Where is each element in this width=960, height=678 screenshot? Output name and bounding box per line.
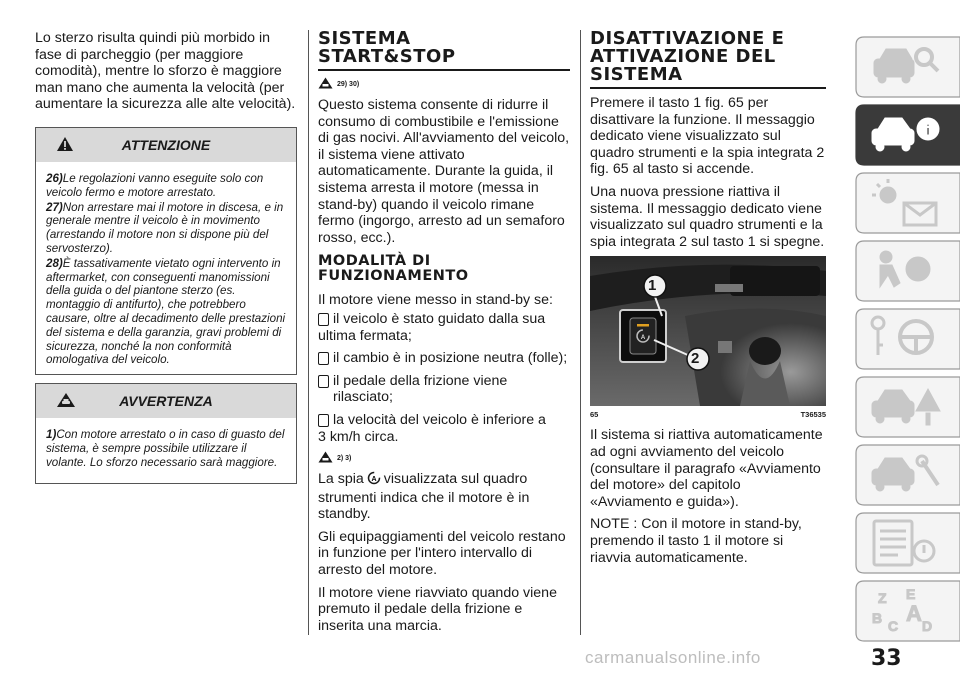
bullet-item: il cambio è in posizione neutra (folle); <box>318 350 570 367</box>
notice-header <box>36 384 296 418</box>
middle-column <box>318 30 570 640</box>
chapter-tab[interactable] <box>854 170 960 236</box>
chapter-index-sidebar <box>854 0 960 678</box>
svg-text:i: i <box>925 122 931 139</box>
callout-2: 2 <box>691 350 700 368</box>
checkbox-bullet-icon <box>318 352 329 365</box>
chapter-tab[interactable] <box>854 306 960 372</box>
chapter-tab[interactable] <box>854 374 960 440</box>
notice-item: 1)Con motore arrestato o in caso di guasto del sistema, è sempre possibile utilizzare il volante. Lo sforzo necessario sarà maggiore. <box>46 428 285 469</box>
warning-item: 27)Non arrestare mai il motore in discesa, e in generale mentre il veicolo è in movimento (arrestando il motore non si dispone più del servosterzo). <box>46 200 284 255</box>
warning-item: 26)Le regolazioni vanno eseguite solo con veicolo fermo e motore arrestato. <box>46 171 264 199</box>
page-number: 33 <box>871 646 902 671</box>
left-column <box>35 30 297 484</box>
figure-code: T36535 <box>800 410 826 420</box>
car-notice-icon <box>318 451 333 465</box>
svg-text:A: A <box>640 335 646 342</box>
warning-header <box>36 128 296 162</box>
chapter-tab[interactable] <box>854 102 960 168</box>
checkbox-bullet-icon <box>318 375 329 388</box>
heading-rule <box>318 69 570 71</box>
chapter-tab[interactable] <box>854 442 960 508</box>
paragraph: La spia A visualizzata sul quadro strumenti indica che il motore è in standby. <box>318 471 530 523</box>
warning-title: ATTENZIONE <box>121 136 211 153</box>
paragraph: Una nuova pressione riattiva il sistema. Il messaggio dedicato viene visualizzato sul quadro strumenti e la spia integrata 2 sul tasto 1 si spegne. <box>590 183 825 250</box>
warning-item: 28)È tassativamente vietato ogni intervento in aftermarket, con conseguenti manomissioni della guida o del piantone sterzo (es. montaggio di antifurto), che potrebbero causare, oltre al decadimento delle prestazioni del sistema e della garanzia, gravi problemi di sicurezza, nonché la non conformità omologativa del veicolo. <box>46 256 286 367</box>
subheading: MODALITÀ DI FUNZIONAMENTO <box>318 253 469 285</box>
bullet-item: la velocità del veicolo è inferiore a <box>318 412 570 429</box>
checkbox-bullet-icon <box>318 414 329 427</box>
figure-caption <box>590 410 826 419</box>
warning-triangle-icon <box>56 136 74 157</box>
bullet-continuation: 3 km/h circa. <box>318 428 399 445</box>
bullet-continuation: ultima fermata; <box>318 327 412 344</box>
svg-text:A: A <box>371 476 377 484</box>
figure-number: 65 <box>590 410 599 420</box>
intro-paragraph: Questo sistema consente di ridurre il consumo di combustibile e l'emissione di gas nocivi. All'avviamento del veicolo, il sistema viene attivato automaticamente. Durante la guida, il sistema arresta il motore (messa in stand-by) quando il veicolo rimane fermo (ingorgo, arresto ad un semaforo rosso, ecc.). <box>318 97 570 246</box>
svg-text:B: B <box>872 610 883 626</box>
start-stop-warning-light-icon <box>367 471 381 490</box>
dashboard-figure <box>590 256 826 406</box>
paragraph: NOTE : Con il motore in stand-by, premendo il tasto 1 il motore si riavvia automaticamente. <box>590 516 802 566</box>
dashboard-photo <box>590 256 826 406</box>
watermark: carmanualsonline.info <box>585 648 761 667</box>
warning-box <box>35 127 297 375</box>
warning-body <box>36 162 296 374</box>
refs-note: 29) 30) <box>318 77 570 91</box>
notice-title: AVVERTENZA <box>119 393 213 410</box>
chapter-tab[interactable] <box>854 510 960 576</box>
heading-rule <box>590 87 826 89</box>
intro-paragraph: Lo sterzo risulta quindi più morbido in fase di parcheggio (per maggiore comodità), mentre lo sforzo è maggiore man mano che aumenta la velocità (per aumentare la sicurezza alle alte velocità). <box>35 30 296 113</box>
paragraph: Premere il tasto 1 fig. 65 per disattivare la funzione. Il messaggio dedicato viene visualizzato sul quadro strumenti e la spia integrata 2 fig. 65 al tasto si accende. <box>590 95 825 178</box>
car-notice-icon <box>56 392 76 413</box>
paragraph: Gli equipaggiamenti del veicolo restano in funzione per l'intero intervallo di arresto del motore. <box>318 528 566 579</box>
car-notice-icon <box>318 77 333 91</box>
notice-box <box>35 383 297 483</box>
svg-text:D: D <box>922 618 933 634</box>
bullet-item: il pedale della frizione viene rilasciato; <box>318 373 570 406</box>
svg-text:A: A <box>906 601 922 626</box>
notice-body <box>36 418 296 482</box>
svg-text:E: E <box>906 586 916 602</box>
section-heading: SISTEMA START&STOP <box>318 28 456 67</box>
checkbox-bullet-icon <box>318 313 329 326</box>
svg-text:C: C <box>888 618 899 634</box>
column-divider <box>308 30 309 635</box>
refs-note: 2) 3) <box>318 451 570 465</box>
paragraph: Il sistema si riattiva automaticamente ad ogni avviamento del veicolo (consultare il paragrafo «Avviamento del motore» del capitolo «Avviamento e guida»). <box>590 427 823 510</box>
paragraph: Il motore viene messo in stand-by se: <box>318 292 553 309</box>
column-divider <box>580 30 581 635</box>
bullet-item: il veicolo è stato guidato dalla sua <box>318 311 570 328</box>
chapter-tab[interactable] <box>854 578 960 644</box>
paragraph: Il motore viene riavviato quando viene premuto il pedale della frizione e inserita una marcia. <box>318 584 557 634</box>
svg-text:Z: Z <box>878 590 887 606</box>
right-column <box>590 30 826 572</box>
chapter-tab[interactable] <box>854 238 960 304</box>
chapter-tab[interactable] <box>854 34 960 100</box>
callout-1: 1 <box>648 277 657 295</box>
section-heading: DISATTIVAZIONE E ATTIVAZIONE DEL SISTEMA <box>590 28 785 85</box>
